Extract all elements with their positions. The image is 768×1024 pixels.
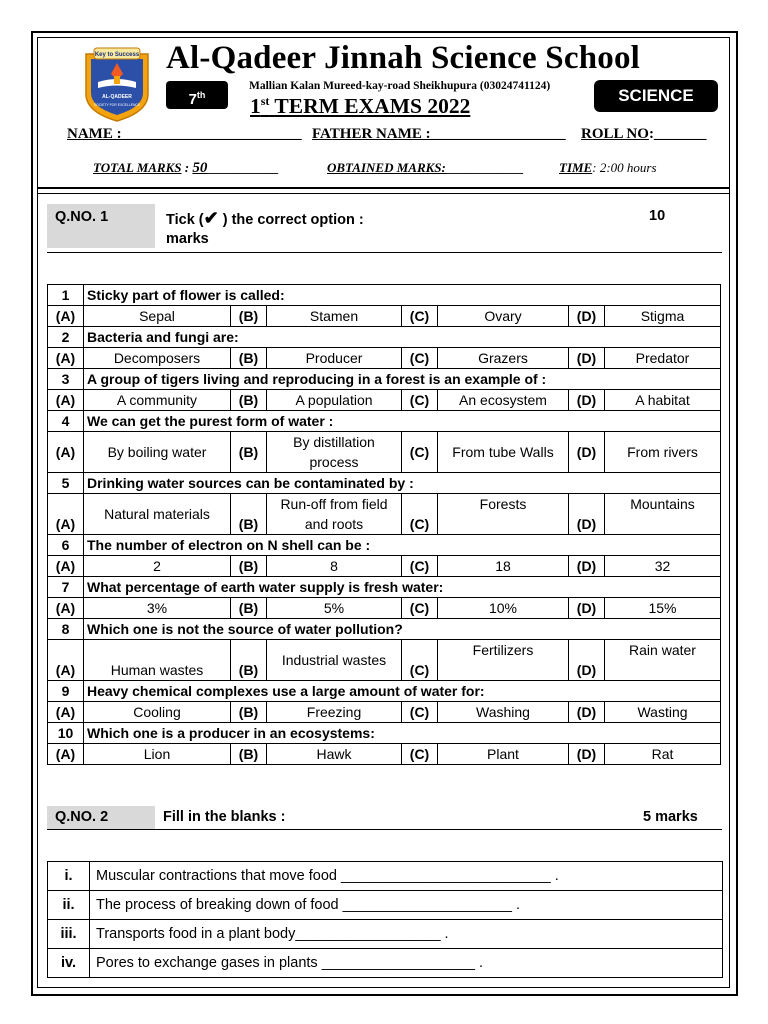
- fill-blanks-table: [47, 861, 723, 978]
- option-a[interactable]: 2: [84, 556, 231, 577]
- option-d[interactable]: Rain water: [605, 640, 721, 681]
- option-b[interactable]: Industrial wastes: [267, 640, 402, 681]
- name-field: [67, 126, 302, 143]
- option-label-b: (B): [231, 432, 267, 473]
- question-number: 5: [48, 473, 84, 494]
- header-divider: [37, 187, 730, 189]
- question-number: 10: [48, 723, 84, 744]
- option-a[interactable]: A community: [84, 390, 231, 411]
- fill-blank-text[interactable]: Muscular contractions that move food __________________________ .: [90, 862, 723, 891]
- option-b[interactable]: A population: [267, 390, 402, 411]
- question-text: Drinking water sources can be contaminated by :: [84, 473, 721, 494]
- question-text: What percentage of earth water supply is fresh water:: [84, 577, 721, 598]
- question-row: [48, 369, 721, 390]
- obtained-marks-field: [327, 160, 524, 176]
- total-marks-blank: ___________: [207, 160, 279, 175]
- mcq-table: [47, 284, 721, 765]
- question-text: A group of tigers living and reproducing in a forest is an example of :: [84, 369, 721, 390]
- options-row: [48, 744, 721, 765]
- option-label-b: (B): [231, 494, 267, 535]
- fill-blank-number: ii.: [48, 891, 90, 920]
- roll-no-field: [581, 126, 706, 143]
- option-label-d: (D): [569, 744, 605, 765]
- options-row: [48, 598, 721, 619]
- option-label-a: (A): [48, 494, 84, 535]
- school-address: Mallian Kalan Mureed-kay-road Sheikhupura (03024741124): [249, 80, 551, 92]
- total-marks-separator: :: [181, 160, 193, 175]
- option-label-d: (D): [569, 598, 605, 619]
- q2-underline: [47, 829, 722, 830]
- option-label-d: (D): [569, 306, 605, 327]
- question-text: Which one is a producer in an ecosystems:: [84, 723, 721, 744]
- option-label-c: (C): [402, 306, 438, 327]
- obtained-marks-label: OBTAINED MARKS:: [327, 160, 446, 175]
- grade-number: 7: [188, 91, 197, 108]
- option-c[interactable]: Grazers: [438, 348, 569, 369]
- term-suffix: st: [260, 94, 270, 108]
- option-b[interactable]: Run-off from field and roots: [267, 494, 402, 535]
- option-label-d: (D): [569, 348, 605, 369]
- time-field: [559, 160, 657, 176]
- option-label-d: (D): [569, 494, 605, 535]
- question-number: 4: [48, 411, 84, 432]
- options-row: [48, 390, 721, 411]
- q1-instruction: [166, 208, 364, 229]
- tick-icon: ✔: [203, 208, 219, 228]
- time-label: TIME: [559, 160, 593, 175]
- option-d[interactable]: A habitat: [605, 390, 721, 411]
- total-marks-field: [93, 160, 279, 177]
- option-label-c: (C): [402, 598, 438, 619]
- option-b[interactable]: By distillation process: [267, 432, 402, 473]
- father-name-label: FATHER NAME :: [312, 126, 431, 142]
- option-a[interactable]: Sepal: [84, 306, 231, 327]
- question-number: 3: [48, 369, 84, 390]
- question-row: [48, 411, 721, 432]
- father-name-blank: __________________: [430, 126, 566, 142]
- option-d[interactable]: Predator: [605, 348, 721, 369]
- question-row: [48, 681, 721, 702]
- option-label-c: (C): [402, 348, 438, 369]
- term-text: TERM EXAMS 2022: [274, 94, 471, 119]
- q1-instruction-b: ) the correct option :: [218, 212, 364, 228]
- option-c[interactable]: 10%: [438, 598, 569, 619]
- option-c[interactable]: Fertilizers: [438, 640, 569, 681]
- q1-label-box: [47, 204, 155, 248]
- options-row: [48, 494, 721, 535]
- total-marks-label: TOTAL MARKS: [93, 160, 182, 175]
- question-number: 7: [48, 577, 84, 598]
- option-b[interactable]: 8: [267, 556, 402, 577]
- options-row: [48, 306, 721, 327]
- option-label-a: (A): [48, 390, 84, 411]
- question-number: 8: [48, 619, 84, 640]
- roll-no-label: ROLL NO: [581, 126, 649, 142]
- question-row: [48, 577, 721, 598]
- q2-label: Q.NO. 2: [55, 809, 109, 825]
- question-text: Which one is not the source of water pollution?: [84, 619, 721, 640]
- name-blank: ________________________: [121, 126, 302, 142]
- question-row: [48, 327, 721, 348]
- option-label-a: (A): [48, 348, 84, 369]
- option-d[interactable]: Rat: [605, 744, 721, 765]
- question-number: 6: [48, 535, 84, 556]
- question-number: 9: [48, 681, 84, 702]
- option-label-c: (C): [402, 390, 438, 411]
- option-b[interactable]: Producer: [267, 348, 402, 369]
- option-c[interactable]: From tube Walls: [438, 432, 569, 473]
- header-divider-thin: [37, 193, 730, 194]
- option-label-c: (C): [402, 494, 438, 535]
- option-label-b: (B): [231, 348, 267, 369]
- option-d[interactable]: Wasting: [605, 702, 721, 723]
- q1-marks-value: 10: [649, 208, 666, 224]
- option-label-a: (A): [48, 432, 84, 473]
- option-label-d: (D): [569, 702, 605, 723]
- option-label-c: (C): [402, 702, 438, 723]
- name-label: NAME :: [67, 126, 122, 142]
- question-number: 2: [48, 327, 84, 348]
- option-d[interactable]: Mountains: [605, 494, 721, 535]
- father-name-field: [312, 126, 566, 143]
- option-label-b: (B): [231, 640, 267, 681]
- q1-instruction-a: Tick (: [166, 212, 204, 228]
- term-number: 1: [250, 94, 261, 119]
- question-text: Bacteria and fungi are:: [84, 327, 721, 348]
- option-a[interactable]: Cooling: [84, 702, 231, 723]
- fill-blank-text[interactable]: Pores to exchange gases in plants ___________________ .: [90, 949, 723, 978]
- option-c[interactable]: Plant: [438, 744, 569, 765]
- time-value: : 2:00 hours: [592, 160, 657, 175]
- roll-no-blank: :_______: [648, 126, 707, 142]
- logo-top-text: Key to Success: [94, 52, 140, 58]
- option-label-c: (C): [402, 744, 438, 765]
- option-label-c: (C): [402, 640, 438, 681]
- option-c[interactable]: Washing: [438, 702, 569, 723]
- fill-blank-number: iv.: [48, 949, 90, 978]
- option-label-a: (A): [48, 640, 84, 681]
- question-text: We can get the purest form of water :: [84, 411, 721, 432]
- fill-blank-row: [48, 920, 723, 949]
- question-number: 1: [48, 285, 84, 306]
- option-label-b: (B): [231, 390, 267, 411]
- option-d[interactable]: From rivers: [605, 432, 721, 473]
- option-c[interactable]: An ecosystem: [438, 390, 569, 411]
- options-row: [48, 348, 721, 369]
- option-b[interactable]: 5%: [267, 598, 402, 619]
- option-label-a: (A): [48, 744, 84, 765]
- option-label-d: (D): [569, 556, 605, 577]
- exam-title: [250, 94, 470, 119]
- fill-blank-row: [48, 891, 723, 920]
- option-a[interactable]: Lion: [84, 744, 231, 765]
- q1-label: Q.NO. 1: [55, 209, 109, 225]
- option-a[interactable]: Natural materials: [84, 494, 231, 535]
- logo-name-text: AL-QADEER: [102, 94, 132, 100]
- fill-blank-number: iii.: [48, 920, 90, 949]
- grade-suffix: th: [196, 90, 206, 100]
- option-label-a: (A): [48, 306, 84, 327]
- option-a[interactable]: 3%: [84, 598, 231, 619]
- q1-marks-word: marks: [166, 231, 209, 247]
- question-row: [48, 473, 721, 494]
- fill-blank-number: i.: [48, 862, 90, 891]
- fill-blank-row: [48, 862, 723, 891]
- option-label-a: (A): [48, 702, 84, 723]
- option-a[interactable]: Decomposers: [84, 348, 231, 369]
- option-a[interactable]: By boiling water: [84, 432, 231, 473]
- options-row: [48, 702, 721, 723]
- fill-blank-row: [48, 949, 723, 978]
- q1-underline: [47, 252, 722, 253]
- question-row: [48, 285, 721, 306]
- option-c[interactable]: Forests: [438, 494, 569, 535]
- option-b[interactable]: Freezing: [267, 702, 402, 723]
- option-label-b: (B): [231, 702, 267, 723]
- school-logo: [80, 46, 154, 122]
- option-label-d: (D): [569, 432, 605, 473]
- option-c[interactable]: 18: [438, 556, 569, 577]
- option-label-a: (A): [48, 556, 84, 577]
- question-text: Heavy chemical complexes use a large amount of water for:: [84, 681, 721, 702]
- question-row: [48, 535, 721, 556]
- options-row: [48, 556, 721, 577]
- option-label-d: (D): [569, 640, 605, 681]
- option-d[interactable]: Stigma: [605, 306, 721, 327]
- option-b[interactable]: Hawk: [267, 744, 402, 765]
- option-label-a: (A): [48, 598, 84, 619]
- grade-badge: [166, 81, 228, 109]
- options-row: [48, 640, 721, 681]
- question-text: Sticky part of flower is called:: [84, 285, 721, 306]
- subject-badge: SCIENCE: [594, 80, 718, 112]
- option-label-b: (B): [231, 598, 267, 619]
- option-d[interactable]: 32: [605, 556, 721, 577]
- fill-blank-text[interactable]: Transports food in a plant body__________________ .: [90, 920, 723, 949]
- question-row: [48, 723, 721, 744]
- option-b[interactable]: Stamen: [267, 306, 402, 327]
- question-row: [48, 619, 721, 640]
- options-row: [48, 432, 721, 473]
- q2-label-box: [47, 806, 155, 830]
- option-a[interactable]: Human wastes: [84, 640, 231, 681]
- option-label-b: (B): [231, 556, 267, 577]
- option-label-d: (D): [569, 390, 605, 411]
- fill-blank-text[interactable]: The process of breaking down of food _____________________ .: [90, 891, 723, 920]
- option-d[interactable]: 15%: [605, 598, 721, 619]
- question-text: The number of electron on N shell can be :: [84, 535, 721, 556]
- logo-bottom-text: SOCIETY FOR EXCELLENCE: [93, 103, 141, 107]
- option-label-b: (B): [231, 744, 267, 765]
- q2-marks: 5 marks: [643, 809, 698, 825]
- total-marks-value: 50: [192, 160, 208, 176]
- option-label-c: (C): [402, 556, 438, 577]
- school-name: Al-Qadeer Jinnah Science School: [166, 40, 641, 76]
- obtained-marks-blank: ____________: [445, 160, 524, 175]
- q2-instruction: Fill in the blanks :: [163, 809, 286, 825]
- option-c[interactable]: Ovary: [438, 306, 569, 327]
- option-label-b: (B): [231, 306, 267, 327]
- option-label-c: (C): [402, 432, 438, 473]
